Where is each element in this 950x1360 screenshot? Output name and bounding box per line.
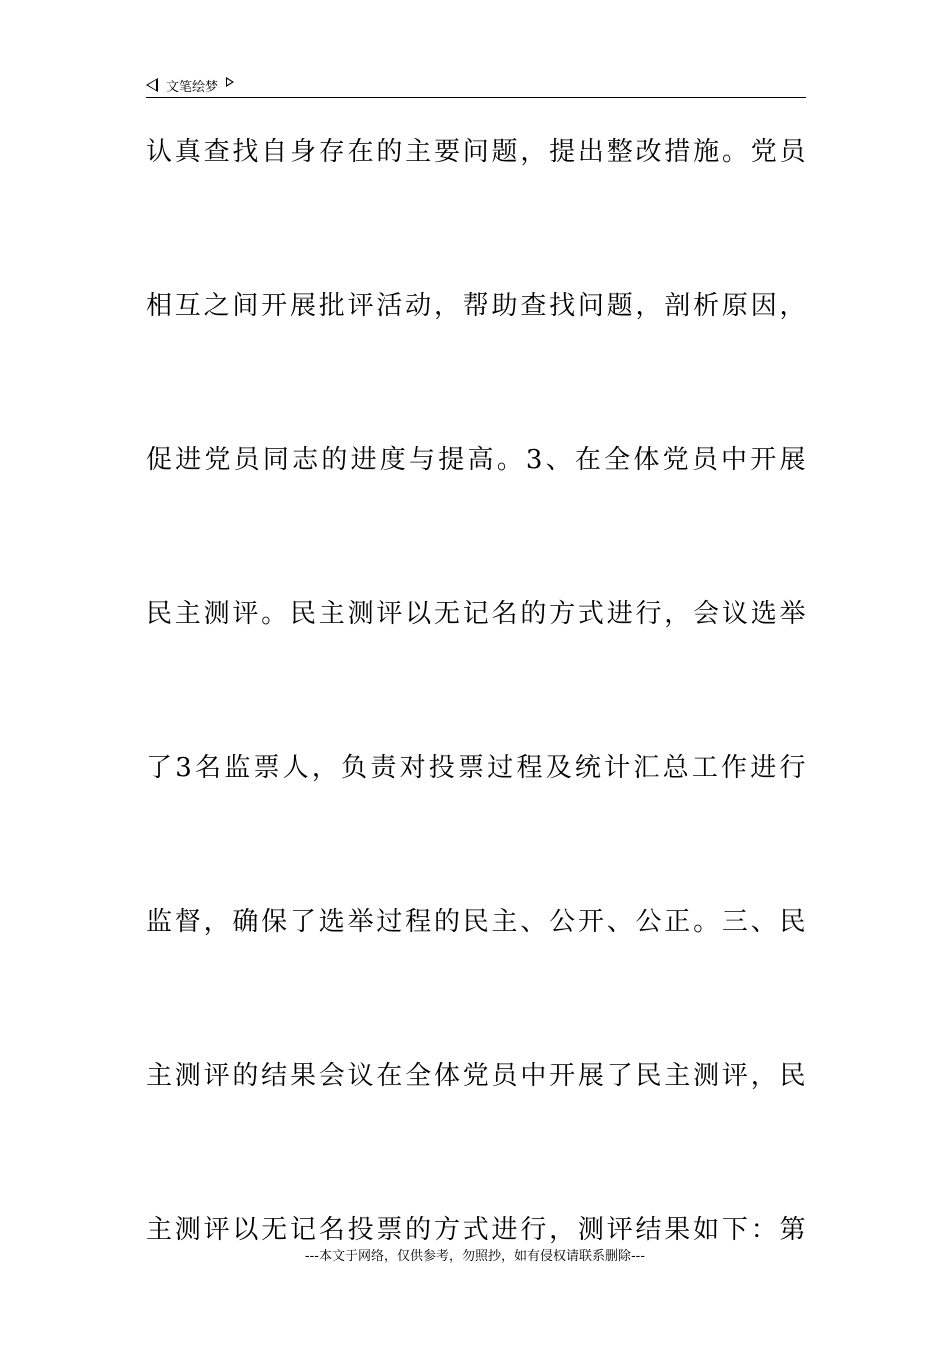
- text-line: 认真查找自身存在的主要问题，提出整改措施。党员: [146, 137, 806, 167]
- text-line: 促进党员同志的进度与提高。3、在全体党员中开展: [146, 445, 806, 475]
- text-line: 民主测评。民主测评以无记名的方式进行，会议选举: [146, 599, 806, 629]
- page-footer: ---本文于网络，仅供参考，勿照抄，如有侵权请联系删除---: [304, 1249, 646, 1264]
- text-line: 了3名监票人，负责对投票过程及统计汇总工作进行: [146, 753, 806, 783]
- header-divider: [146, 97, 806, 98]
- document-body: [146, 128, 806, 1360]
- text-line: 相互之间开展批评活动，帮助查找问题，剖析原因，: [146, 291, 806, 321]
- header-title: 文笔绘梦: [166, 79, 219, 95]
- text-line: 主测评以无记名投票的方式进行，测评结果如下：第: [146, 1215, 806, 1245]
- right-triangle-icon: [226, 77, 234, 87]
- text-line: 监督，确保了选举过程的民主、公开、公正。三、民: [146, 907, 806, 937]
- page-header: [146, 74, 234, 96]
- text-line: 主测评的结果会议在全体党员中开展了民主测评，民: [146, 1061, 806, 1091]
- left-triangle-icon: [146, 78, 158, 92]
